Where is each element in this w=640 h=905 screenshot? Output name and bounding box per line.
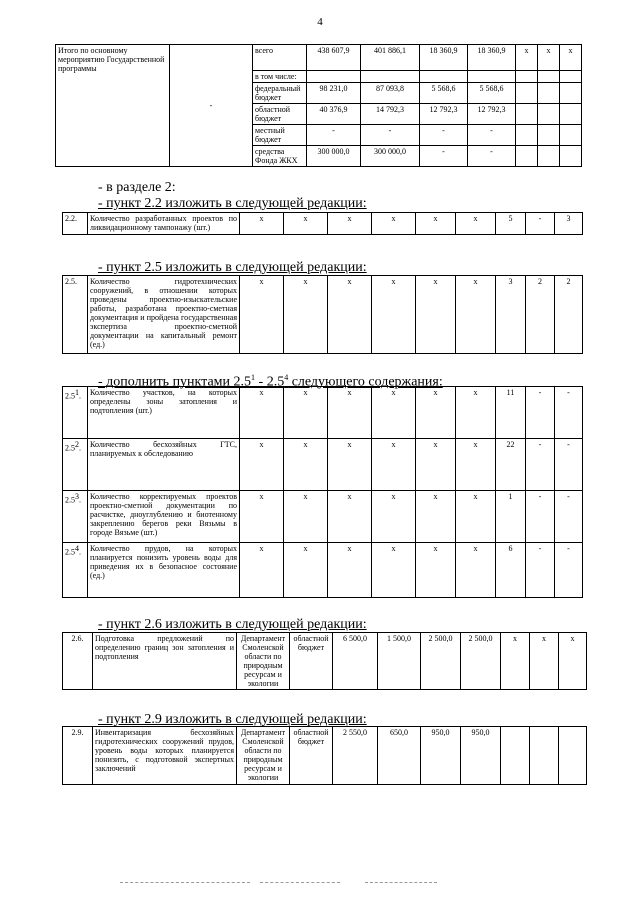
value-cell: 40 376,9 <box>307 104 361 125</box>
value-cell: х <box>284 439 328 491</box>
item-number <box>63 491 88 543</box>
value-cell: х <box>456 543 496 598</box>
table-p251 <box>62 386 583 598</box>
value-cell: х <box>372 491 416 543</box>
value-cell: х <box>240 491 284 543</box>
value-cell: х <box>328 387 372 439</box>
table-p22 <box>62 212 583 235</box>
value-cell: х <box>538 45 560 71</box>
value-cell: 18 360,9 <box>420 45 468 71</box>
value-cell: - <box>526 439 555 491</box>
item-number-sup: 1 <box>75 388 79 397</box>
value-cell: х <box>240 543 284 598</box>
value-cell: - <box>555 387 583 439</box>
total-dash: - <box>170 45 253 167</box>
p251-sup1: 1 <box>251 373 256 382</box>
value-cell: х <box>501 633 530 690</box>
value-cell: х <box>328 439 372 491</box>
item-source: областной бюджет <box>290 633 333 690</box>
value-cell: 12 792,3 <box>468 104 516 125</box>
item-text: Количество корректируемых проектов проектно-сметной документации по расчистке, дноуглублению и биотенному закреплению берегов реки Вязьмы в городе Вязьме (шт.) <box>88 491 240 543</box>
value-cell <box>501 727 530 785</box>
value-cell: 87 093,8 <box>361 83 420 104</box>
value-cell: х <box>372 387 416 439</box>
table-row <box>63 439 583 491</box>
item-text: Количество бесхозяйных ГТС, планируемых к обследованию <box>88 439 240 491</box>
value-cell: 5 <box>496 213 526 235</box>
item-number <box>63 387 88 439</box>
value-cell: - <box>468 125 516 146</box>
item-number-sup: 3 <box>75 492 79 501</box>
value-cell: х <box>240 276 284 354</box>
value-cell: 2 <box>555 276 583 354</box>
value-cell: х <box>328 213 372 235</box>
value-cell <box>420 71 468 83</box>
value-cell: х <box>416 213 456 235</box>
item-number-dot: . <box>79 391 81 401</box>
value-cell: - <box>526 491 555 543</box>
value-cell: 300 000,0 <box>361 146 420 167</box>
value-cell: х <box>416 491 456 543</box>
funding-source: федеральный бюджет <box>253 83 307 104</box>
value-cell: - <box>555 439 583 491</box>
value-cell: х <box>416 439 456 491</box>
value-cell <box>516 104 538 125</box>
value-cell: 98 231,0 <box>307 83 361 104</box>
value-cell: х <box>456 439 496 491</box>
value-cell: х <box>516 45 538 71</box>
value-cell <box>538 104 560 125</box>
table-row <box>56 45 582 71</box>
value-cell <box>530 727 559 785</box>
item-number: 2.2. <box>63 213 88 235</box>
item-number-dot: . <box>79 495 81 505</box>
value-cell: х <box>372 213 416 235</box>
item-number: 2.6. <box>63 633 93 690</box>
funding-source: средства Фонда ЖКХ <box>253 146 307 167</box>
p251-sup4: 4 <box>284 373 289 382</box>
table-row <box>63 491 583 543</box>
funding-source: областной бюджет <box>253 104 307 125</box>
value-cell <box>560 146 582 167</box>
value-cell <box>307 71 361 83</box>
value-cell: х <box>240 213 284 235</box>
value-cell <box>361 71 420 83</box>
item-number: 2.9. <box>63 727 93 785</box>
value-cell: - <box>526 213 555 235</box>
value-cell <box>516 71 538 83</box>
value-cell <box>538 125 560 146</box>
p25-heading: - пункт 2.5 изложить в следующей редакции: <box>98 260 367 275</box>
value-cell: х <box>416 543 456 598</box>
value-cell: х <box>530 633 559 690</box>
value-cell: 1 500,0 <box>378 633 421 690</box>
value-cell: - <box>526 543 555 598</box>
value-cell: х <box>372 276 416 354</box>
value-cell: х <box>416 387 456 439</box>
total-table <box>55 44 582 167</box>
item-number-dot: . <box>79 547 81 557</box>
value-cell <box>516 83 538 104</box>
value-cell: х <box>456 213 496 235</box>
item-number: 2.5. <box>63 276 88 354</box>
value-cell: 1 <box>496 491 526 543</box>
value-cell <box>559 727 587 785</box>
value-cell: х <box>416 276 456 354</box>
value-cell: х <box>240 387 284 439</box>
value-cell: 950,0 <box>461 727 501 785</box>
item-text: Подготовка предложений по определению границ зон затопления и подтопления <box>93 633 237 690</box>
value-cell: 2 500,0 <box>421 633 461 690</box>
value-cell: 6 <box>496 543 526 598</box>
value-cell: х <box>456 491 496 543</box>
p251-heading-a: - дополнить пунктами 2.5 <box>98 374 252 390</box>
value-cell: 5 568,6 <box>468 83 516 104</box>
page-number: 4 <box>317 16 323 28</box>
value-cell: 6 500,0 <box>333 633 378 690</box>
item-number-base: 2.5 <box>65 443 75 453</box>
item-text: Количество участков, на которых определены зоны затопления и подтопления (шт.) <box>88 387 240 439</box>
value-cell: - <box>361 125 420 146</box>
item-text: Инвентаризация бесхозяйных гидротехнических сооружений прудов, уровень воды которых планируется понизить, с подготовкой экспертных заключений <box>93 727 237 785</box>
item-text: Количество гидротехнических сооружений, в отношении которых проведены проектно-изыскательские работы, разработана проектно-сметная документация и пройдена государственная экспертиза проектно-сметной документации на капитальный ремонт (ед.) <box>88 276 240 354</box>
item-number-sup: 2 <box>75 440 79 449</box>
value-cell: 438 607,9 <box>307 45 361 71</box>
table-p25 <box>62 275 583 354</box>
value-cell: х <box>328 543 372 598</box>
value-cell: х <box>560 45 582 71</box>
item-number-base: 2.5 <box>65 495 75 505</box>
value-cell: 5 568,6 <box>420 83 468 104</box>
value-cell <box>538 83 560 104</box>
value-cell: 3 <box>496 276 526 354</box>
value-cell: 11 <box>496 387 526 439</box>
value-cell: - <box>555 491 583 543</box>
value-cell: х <box>372 439 416 491</box>
value-cell: 3 <box>555 213 583 235</box>
value-cell <box>516 146 538 167</box>
value-cell: 650,0 <box>378 727 421 785</box>
value-cell: х <box>284 213 328 235</box>
value-cell <box>560 83 582 104</box>
funding-source: местный бюджет <box>253 125 307 146</box>
table-row <box>63 727 587 785</box>
value-cell: 2 <box>526 276 555 354</box>
funding-source: в том числе: <box>253 71 307 83</box>
table-row <box>63 633 587 690</box>
value-cell: х <box>284 276 328 354</box>
item-source: областной бюджет <box>290 727 333 785</box>
value-cell: - <box>420 146 468 167</box>
value-cell: 300 000,0 <box>307 146 361 167</box>
value-cell <box>560 71 582 83</box>
item-dept: Департамент Смоленской области по природным ресурсам и экологии <box>237 727 290 785</box>
p29-heading: - пункт 2.9 изложить в следующей редакции: <box>98 712 367 727</box>
value-cell: х <box>284 387 328 439</box>
value-cell: х <box>328 491 372 543</box>
value-cell: х <box>456 387 496 439</box>
value-cell: 22 <box>496 439 526 491</box>
item-number <box>63 543 88 598</box>
value-cell: х <box>240 439 284 491</box>
item-dept: Департамент Смоленской области по природным ресурсам и экологии <box>237 633 290 690</box>
p26-heading: - пункт 2.6 изложить в следующей редакции: <box>98 617 367 632</box>
value-cell: х <box>372 543 416 598</box>
footer-rule-left <box>120 882 250 883</box>
item-number <box>63 439 88 491</box>
table-p26 <box>62 632 587 690</box>
value-cell <box>538 146 560 167</box>
value-cell: - <box>555 543 583 598</box>
value-cell: 401 886,1 <box>361 45 420 71</box>
value-cell <box>468 71 516 83</box>
value-cell: 18 360,9 <box>468 45 516 71</box>
table-row <box>63 543 583 598</box>
value-cell: х <box>328 276 372 354</box>
value-cell: 2 500,0 <box>461 633 501 690</box>
item-text: Количество прудов, на которых планируется понизить уровень воды для приведения их в безопасное состояние (ед.) <box>88 543 240 598</box>
item-number-base: 2.5 <box>65 547 75 557</box>
table-p29 <box>62 726 587 785</box>
value-cell: 12 792,3 <box>420 104 468 125</box>
value-cell: 14 792,3 <box>361 104 420 125</box>
value-cell <box>560 125 582 146</box>
footer-rule-right <box>365 882 437 883</box>
table-row <box>63 387 583 439</box>
item-number-dot: . <box>79 443 81 453</box>
p22-heading: - пункт 2.2 изложить в следующей редакции: <box>98 196 367 211</box>
value-cell: х <box>559 633 587 690</box>
value-cell: - <box>307 125 361 146</box>
p251-heading-c: следующего содержания: <box>288 374 443 390</box>
value-cell <box>538 71 560 83</box>
item-text: Количество разработанных проектов по ликвидационному тампонажу (шт.) <box>88 213 240 235</box>
value-cell <box>516 125 538 146</box>
table-row <box>63 276 583 354</box>
value-cell: х <box>456 276 496 354</box>
value-cell <box>560 104 582 125</box>
total-label: Итого по основному мероприятию Государственной программы <box>56 45 170 167</box>
value-cell: - <box>468 146 516 167</box>
funding-source: всего <box>253 45 307 71</box>
item-number-sup: 4 <box>75 544 79 553</box>
value-cell: - <box>526 387 555 439</box>
table-row <box>63 213 583 235</box>
value-cell: 2 550,0 <box>333 727 378 785</box>
section2-title: - в разделе 2: <box>98 180 176 195</box>
value-cell: - <box>420 125 468 146</box>
value-cell: х <box>284 491 328 543</box>
p251-heading-b: - 2.5 <box>255 374 285 390</box>
item-number-base: 2.5 <box>65 391 75 401</box>
value-cell: 950,0 <box>421 727 461 785</box>
footer-rule-mid <box>260 882 340 883</box>
value-cell: х <box>284 543 328 598</box>
